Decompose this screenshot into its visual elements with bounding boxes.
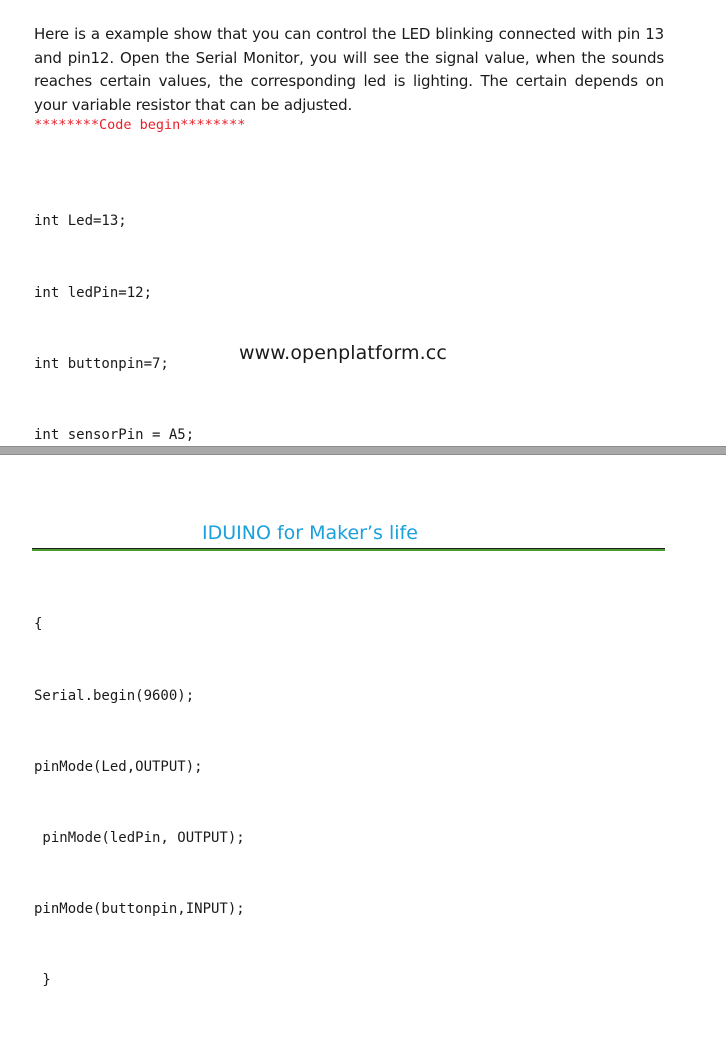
code-begin-marker: ********Code begin******** [34,117,246,133]
code-line: } [34,971,51,988]
code-block-setup-body [34,566,245,1040]
intro-paragraph: Here is a example show that you can control the LED blinking connected with pin 13 and pin12. Open the Serial Monitor, you will see the signal value, when the sounds reaches certain values, the corresponding led is lighting. The certain depends on your variable resistor that can be adjusted. [34,25,664,114]
code-line: int ledPin=12; [34,284,153,301]
code-line: pinMode(Led,OUTPUT); [34,758,203,775]
code-line: int Led=13; [34,213,127,230]
header-rule [32,548,665,551]
page-footer-url: www.openplatform.cc [239,342,447,364]
document-page-2 [0,455,726,988]
code-line: pinMode(ledPin, OUTPUT); [34,829,245,846]
page-header-title: IDUINO for Maker’s life [202,522,418,544]
page-separator [0,446,726,455]
code-line: Serial.begin(9600); [34,687,195,704]
code-line: int buttonpin=7; [34,355,169,372]
code-line: { [34,616,43,633]
code-line: int sensorPin = A5; [34,426,195,443]
code-line: pinMode(buttonpin,INPUT); [34,900,245,917]
document-page-1 [0,0,726,446]
